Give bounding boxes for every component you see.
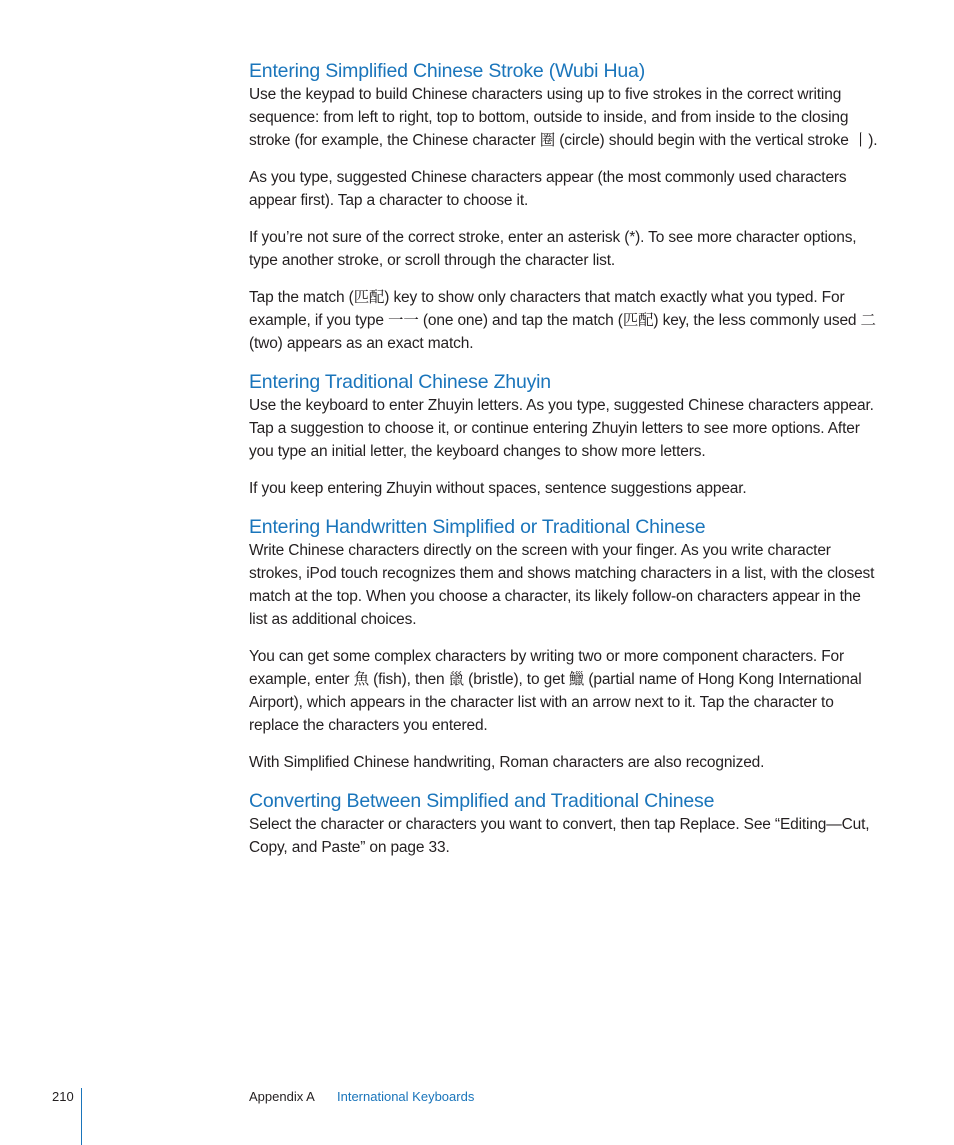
paragraph: Use the keypad to build Chinese characters using up to five strokes in the correct writing sequence: from left to right, top to bottom, outside to inside, and from inside to the closing stroke (for example, the Chinese character 圈 (circle) should begin with the vertical stroke 丨). <box>249 86 878 149</box>
paragraph: Tap the match (匹配) key to show only characters that match exactly what you typed. For example, if you type 一一 (one one) and tap the match (匹配) key, the less commonly used 二 (two) appears as an exact match. <box>249 289 876 352</box>
section-converting <box>249 788 879 859</box>
footer-divider <box>81 1088 82 1145</box>
page-content <box>249 58 879 873</box>
footer-appendix-label: Appendix A <box>249 1089 315 1104</box>
section-wubi-hua <box>249 58 879 355</box>
paragraph: Select the character or characters you want to convert, then tap Replace. See “Editing—Cut, Copy, and Paste” on page 33. <box>249 816 870 856</box>
section-heading: Entering Simplified Chinese Stroke (Wubi Hua) <box>249 60 645 82</box>
section-zhuyin <box>249 369 879 500</box>
section-heading: Converting Between Simplified and Traditional Chinese <box>249 790 715 812</box>
paragraph: You can get some complex characters by writing two or more component characters. For example, enter 魚 (fish), then 巤 (bristle), to get 鱲 (partial name of Hong Kong International Airport), which appears in the character list with an arrow next to it. Tap the character to replace the characters you entered. <box>249 648 862 734</box>
paragraph: If you keep entering Zhuyin without spaces, sentence suggestions appear. <box>249 480 747 497</box>
paragraph: Write Chinese characters directly on the screen with your finger. As you write character strokes, iPod touch recognizes them and shows matching characters in a list, with the closest match at the top. When you choose a character, its likely follow-on characters appear in the list as additional choices. <box>249 542 875 628</box>
paragraph: Use the keyboard to enter Zhuyin letters. As you type, suggested Chinese characters appear. Tap a suggestion to choose it, or continue entering Zhuyin letters to see more options. After you type an initial letter, the keyboard changes to show more letters. <box>249 397 874 460</box>
footer-chapter-title: International Keyboards <box>337 1089 475 1104</box>
section-heading: Entering Handwritten Simplified or Traditional Chinese <box>249 516 706 538</box>
section-handwritten <box>249 514 879 774</box>
section-heading: Entering Traditional Chinese Zhuyin <box>249 371 551 393</box>
paragraph: If you’re not sure of the correct stroke, enter an asterisk (*). To see more character options, type another stroke, or scroll through the character list. <box>249 229 857 269</box>
page-number: 210 <box>52 1089 74 1104</box>
paragraph: As you type, suggested Chinese characters appear (the most commonly used characters appear first). Tap a character to choose it. <box>249 169 847 209</box>
paragraph: With Simplified Chinese handwriting, Roman characters are also recognized. <box>249 754 765 771</box>
